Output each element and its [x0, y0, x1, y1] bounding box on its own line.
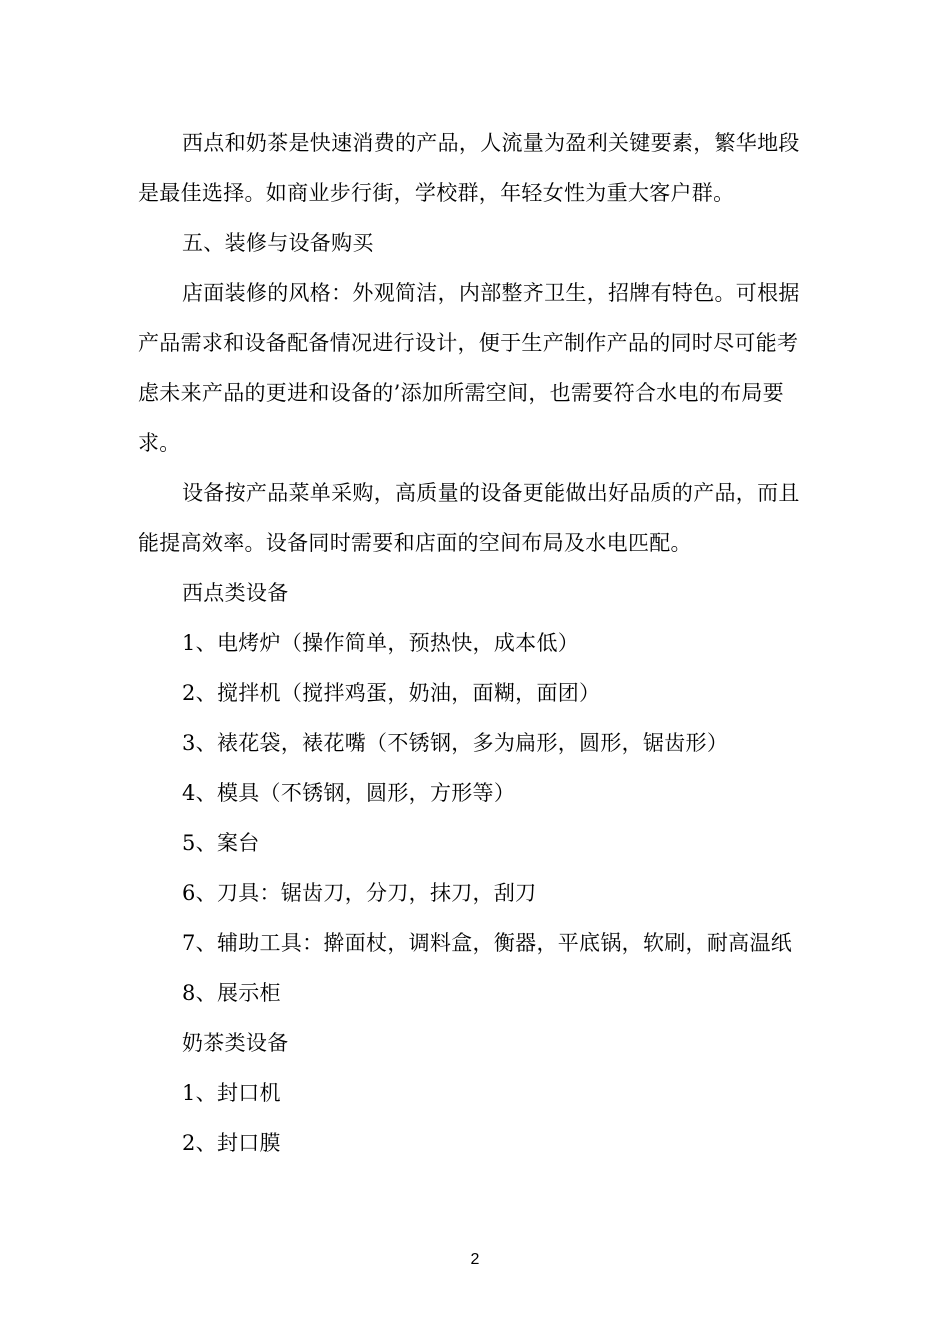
- document-body: [138, 118, 814, 1168]
- page-number: 2: [470, 1251, 480, 1268]
- list-item: 7、辅助工具：擀面杖，调料盒，衡器，平底锅，软刷，耐高温纸: [182, 931, 793, 955]
- paragraph-location-advice: 西点和奶茶是快速消费的产品，人流量为盈利关键要素，繁华地段是最佳选择。如商业步行街，学校群，年轻女性为重大客户群。: [138, 131, 800, 205]
- list-item: 2、封口膜: [182, 1131, 281, 1155]
- section-heading-decoration-equipment: 五、装修与设备购买: [182, 231, 374, 255]
- list-item: 8、展示柜: [182, 981, 281, 1005]
- list-item: 3、裱花袋，裱花嘴（不锈钢，多为扁形，圆形，锯齿形）: [182, 731, 729, 755]
- subheading-pastry-equipment: 西点类设备: [182, 581, 289, 605]
- list-item: 5、案台: [182, 831, 260, 855]
- list-item: 1、封口机: [182, 1081, 281, 1105]
- list-item: 1、电烤炉（操作简单，预热快，成本低）: [182, 631, 580, 655]
- subheading-milk-tea-equipment: 奶茶类设备: [182, 1031, 289, 1055]
- list-item: 2、搅拌机（搅拌鸡蛋，奶油，面糊，面团）: [182, 681, 601, 705]
- list-item: 6、刀具：锯齿刀，分刀，抹刀，刮刀: [182, 881, 537, 905]
- list-item: 4、模具（不锈钢，圆形，方形等）: [182, 781, 516, 805]
- paragraph-decoration-style: 店面装修的风格：外观简洁，内部整齐卫生，招牌有特色。可根据产品需求和设备配备情况进行设计，便于生产制作产品的同时尽可能考虑未来产品的更进和设备的’添加所需空间，也需要符合水电的布局要求。: [138, 281, 800, 455]
- paragraph-equipment-purchase: 设备按产品菜单采购，高质量的设备更能做出好品质的产品，而且能提高效率。设备同时需要和店面的空间布局及水电匹配。: [138, 481, 800, 555]
